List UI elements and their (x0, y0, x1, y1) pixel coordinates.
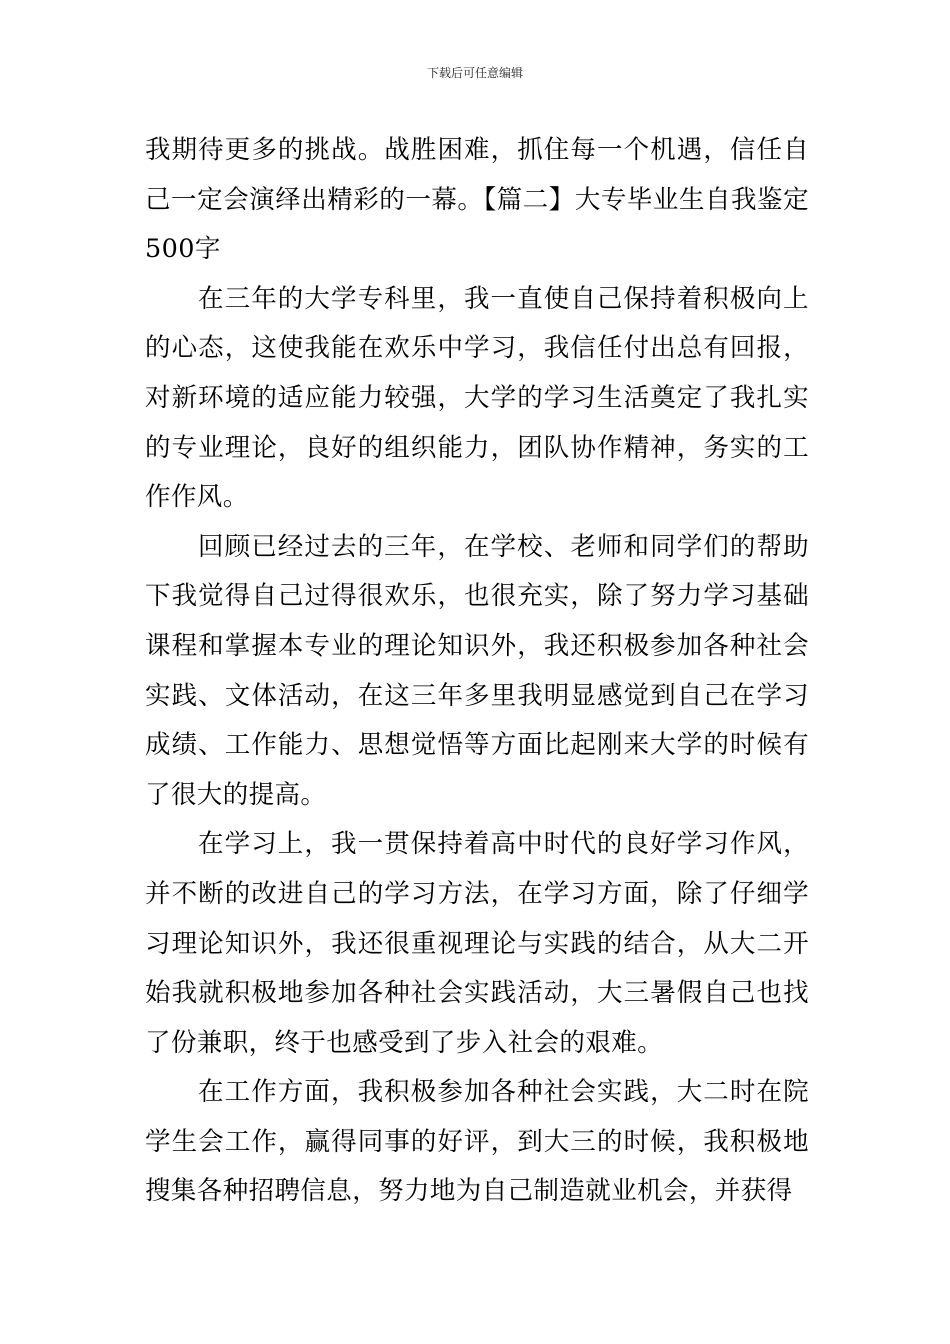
paragraph-3: 回顾已经过去的三年，在学校、老师和同学们的帮助下我觉得自己过得很欢乐，也很充实，除了努力学习基础课程和掌握本专业的理论知识外，我还积极参加各种社会实践、文体活动，在这三年多里我明显感觉到自己在学习成绩、工作能力、思想觉悟等方面比起刚来大学的时候有了很大的提高。 (145, 531, 809, 810)
page-header-note: 下载后可任意编辑 (426, 66, 523, 80)
document-body (145, 126, 809, 1217)
paragraph-2: 在三年的大学专科里，我一直使自己保持着积极向上的心态，这使我能在欢乐中学习，我信任付出总有回报，对新环境的适应能力较强，大学的学习生活奠定了我扎实的专业理论，良好的组织能力，团队协作精神，务实的工作作风。 (145, 283, 809, 513)
paragraph-5: 在工作方面，我积极参加各种社会实践，大二时在院学生会工作，赢得同事的好评，到大三的时候，我积极地搜集各种招聘信息，努力地为自己制造就业机会，并获得 (145, 1077, 809, 1207)
paragraph-4: 在学习上，我一贯保持着高中时代的良好学习作风，并不断的改进自己的学习方法，在学习方面，除了仔细学习理论知识外，我还很重视理论与实践的结合，从大二开始我就积极地参加各种社会实践活动，大三暑假自己也找了份兼职，终于也感受到了步入社会的艰难。 (145, 829, 809, 1058)
paragraph-1: 我期待更多的挑战。战胜困难，抓住每一个机遇，信任自己一定会演绎出精彩的一幕。【篇二】大专毕业生自我鉴定500字 (145, 135, 809, 265)
